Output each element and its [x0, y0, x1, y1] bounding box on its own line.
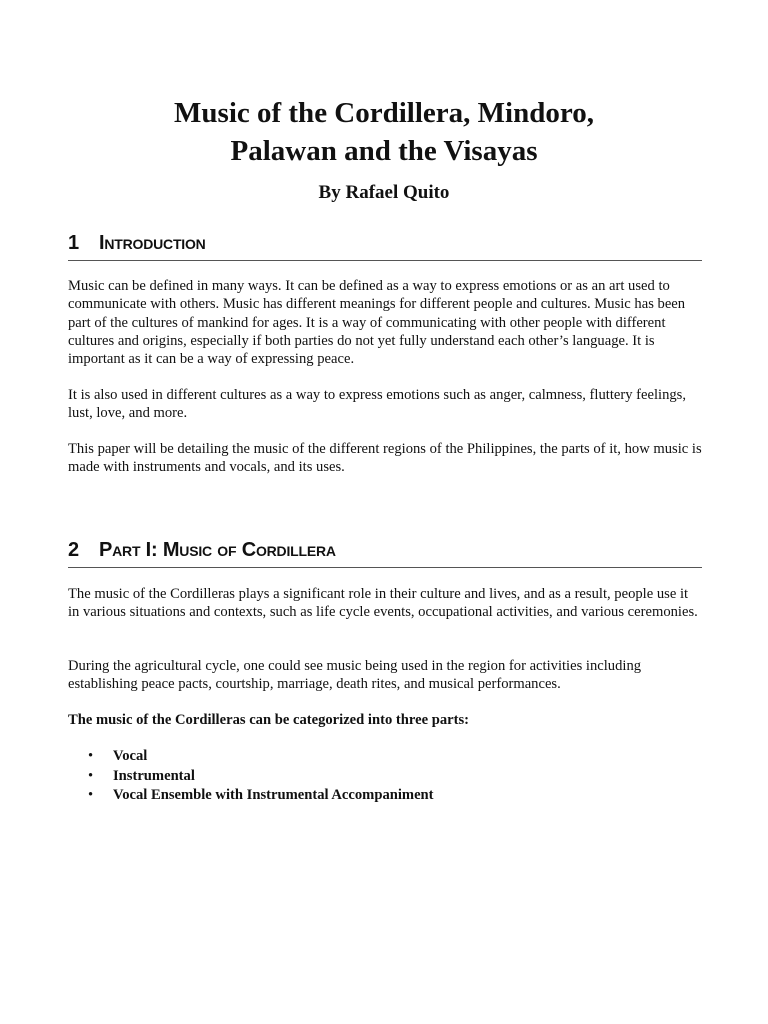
bullet-icon: •	[88, 767, 94, 784]
bullet-icon: •	[88, 748, 94, 764]
list-item	[68, 767, 702, 787]
list-item	[68, 786, 702, 806]
document-title-line-2: Palawan and the Visayas	[230, 135, 538, 167]
music-categories-list	[68, 747, 702, 806]
author-byline: By Rafael Quito	[318, 182, 450, 203]
section-number: 2	[68, 539, 80, 561]
bullet-icon: •	[88, 787, 94, 803]
intro-paragraph-2: It is also used in different cultures as a way to express emotions such as anger, calmness, fluttery feelings, lust, love, and more.	[68, 387, 686, 422]
section-title: Part I: Music of Cordillera	[99, 539, 336, 561]
cordillera-paragraph-2: During the agricultural cycle, one could see music being used in the region for activities including establishing peace pacts, courtship, marriage, death rites, and musical performances.	[68, 658, 642, 693]
list-item-label: Vocal	[113, 748, 148, 764]
cordillera-paragraph-1: The music of the Cordilleras plays a significant role in their culture and lives, and as a result, people use it in various situations and contexts, such as life cycle events, occupational activities, and various ceremonies.	[68, 586, 698, 621]
section-title: Introduction	[99, 232, 206, 254]
list-item-label: Vocal Ensemble with Instrumental Accompaniment	[113, 787, 434, 803]
section-heading-introduction	[68, 230, 702, 261]
intro-paragraph-3: This paper will be detailing the music of the different regions of the Philippines, the parts of it, how music is made with instruments and vocals, and its uses.	[68, 441, 702, 476]
section-heading-cordillera	[68, 537, 702, 568]
cordillera-list-intro: The music of the Cordilleras can be categorized into three parts:	[68, 712, 469, 728]
list-item	[68, 747, 702, 767]
list-item-label: Instrumental	[113, 767, 195, 784]
document-title-line-1: Music of the Cordillera, Mindoro,	[174, 97, 594, 129]
intro-paragraph-1: Music can be defined in many ways. It can be defined as a way to express emotions or as an art used to communicate with others. Music has different meanings for different people and cultures. Music has been part of the cultures of mankind for ages. It is a way of communicating with other people with different cultures and origins, especially if both parties do not yet fully understand each other’s language. It is important as it can be a way of expressing peace.	[68, 278, 686, 368]
section-number: 1	[68, 232, 80, 254]
